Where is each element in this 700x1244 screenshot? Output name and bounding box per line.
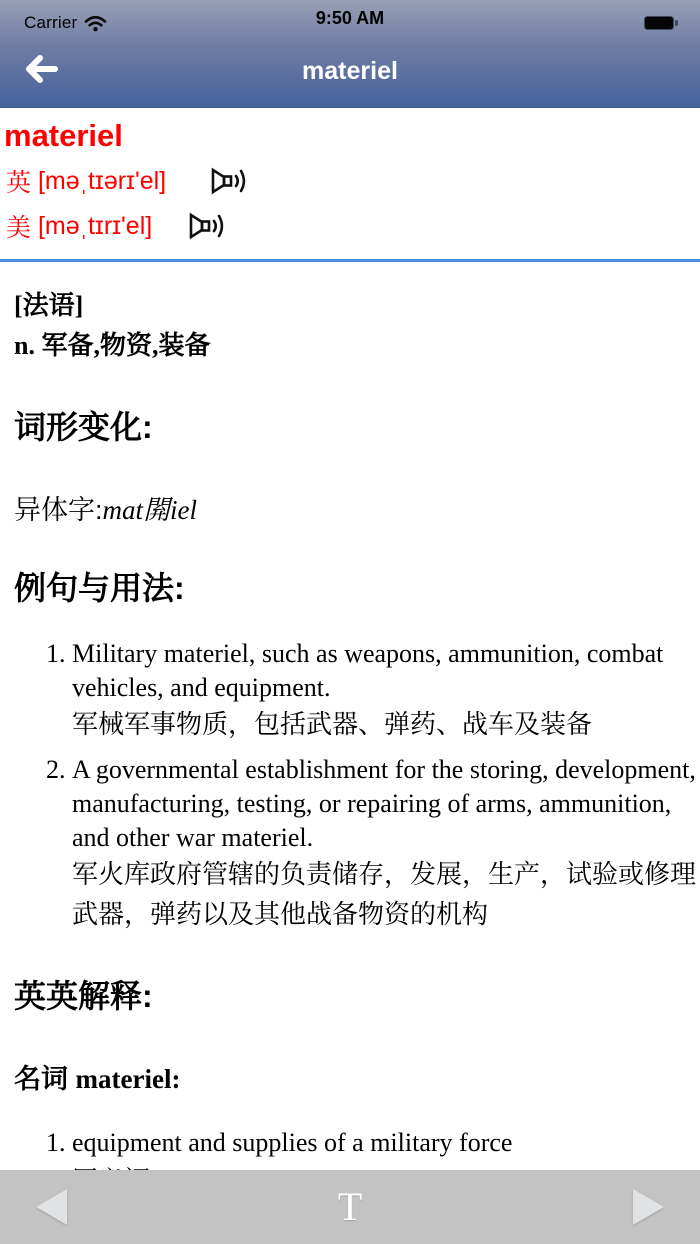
example-en: 1. Military materiel, such as weapons, ammunition, combat vehicles, and equipment.	[72, 639, 664, 702]
pron-region-us: 美	[6, 214, 32, 242]
status-bar	[0, 0, 700, 40]
example-item	[72, 753, 700, 935]
back-button[interactable]	[22, 52, 62, 86]
section-examples: 例句与用法:	[14, 570, 185, 606]
header	[0, 0, 700, 108]
example-list	[0, 637, 700, 935]
en-en-def: 1. equipment and supplies of a military force	[72, 1128, 513, 1157]
next-word-button[interactable]	[633, 1189, 664, 1225]
section-en-en: 英英解释:	[14, 978, 153, 1014]
section-word-forms: 词形变化:	[14, 409, 153, 445]
example-en: 2. A governmental establishment for the storing, development, manufacturing, testing, or repairing of arms, ammunition, and other war materiel.	[72, 755, 696, 852]
pos-label-zh: 名词	[14, 1064, 68, 1094]
variant-line	[14, 488, 700, 527]
variant-value: mat閞iel	[102, 495, 198, 525]
speaker-icon[interactable]	[208, 164, 250, 198]
carrier-label: Carrier	[24, 13, 78, 32]
bottom-toolbar	[0, 1170, 700, 1244]
speaker-icon[interactable]	[186, 209, 228, 243]
nav-bar	[0, 40, 700, 102]
pron-ipa-us: [məˌtɪrɪ'el]	[37, 211, 153, 240]
prev-word-button[interactable]	[36, 1189, 67, 1225]
example-zh: 军械军事物质，包括武器、弹药、战车及装备	[72, 710, 593, 739]
pron-region-uk: 英	[6, 169, 32, 197]
example-item	[72, 637, 700, 745]
pos-word: materiel:	[75, 1064, 181, 1094]
pronunciation-us	[6, 208, 700, 244]
dictionary-entry	[0, 118, 700, 1201]
example-zh: 军火库政府管辖的负责储存，发展，生产，试验或修理武器，弹药以及其他战备物资的机构	[72, 860, 697, 929]
pron-ipa-uk: [məˌtɪərɪ'el]	[37, 166, 167, 195]
definition-block	[14, 286, 700, 366]
status-time: 9:50 AM	[315, 8, 385, 28]
pronunciation-uk	[6, 163, 700, 199]
headword: materiel	[4, 118, 123, 153]
language-tag: [法语]	[14, 291, 84, 320]
page-title: materiel	[302, 56, 398, 85]
font-size-button[interactable]: T	[337, 1184, 363, 1229]
definition-text: n. 军备,物资,装备	[14, 331, 211, 360]
en-en-subheading	[14, 1057, 700, 1096]
divider	[0, 259, 700, 262]
variant-label: 异体字:	[14, 495, 103, 525]
